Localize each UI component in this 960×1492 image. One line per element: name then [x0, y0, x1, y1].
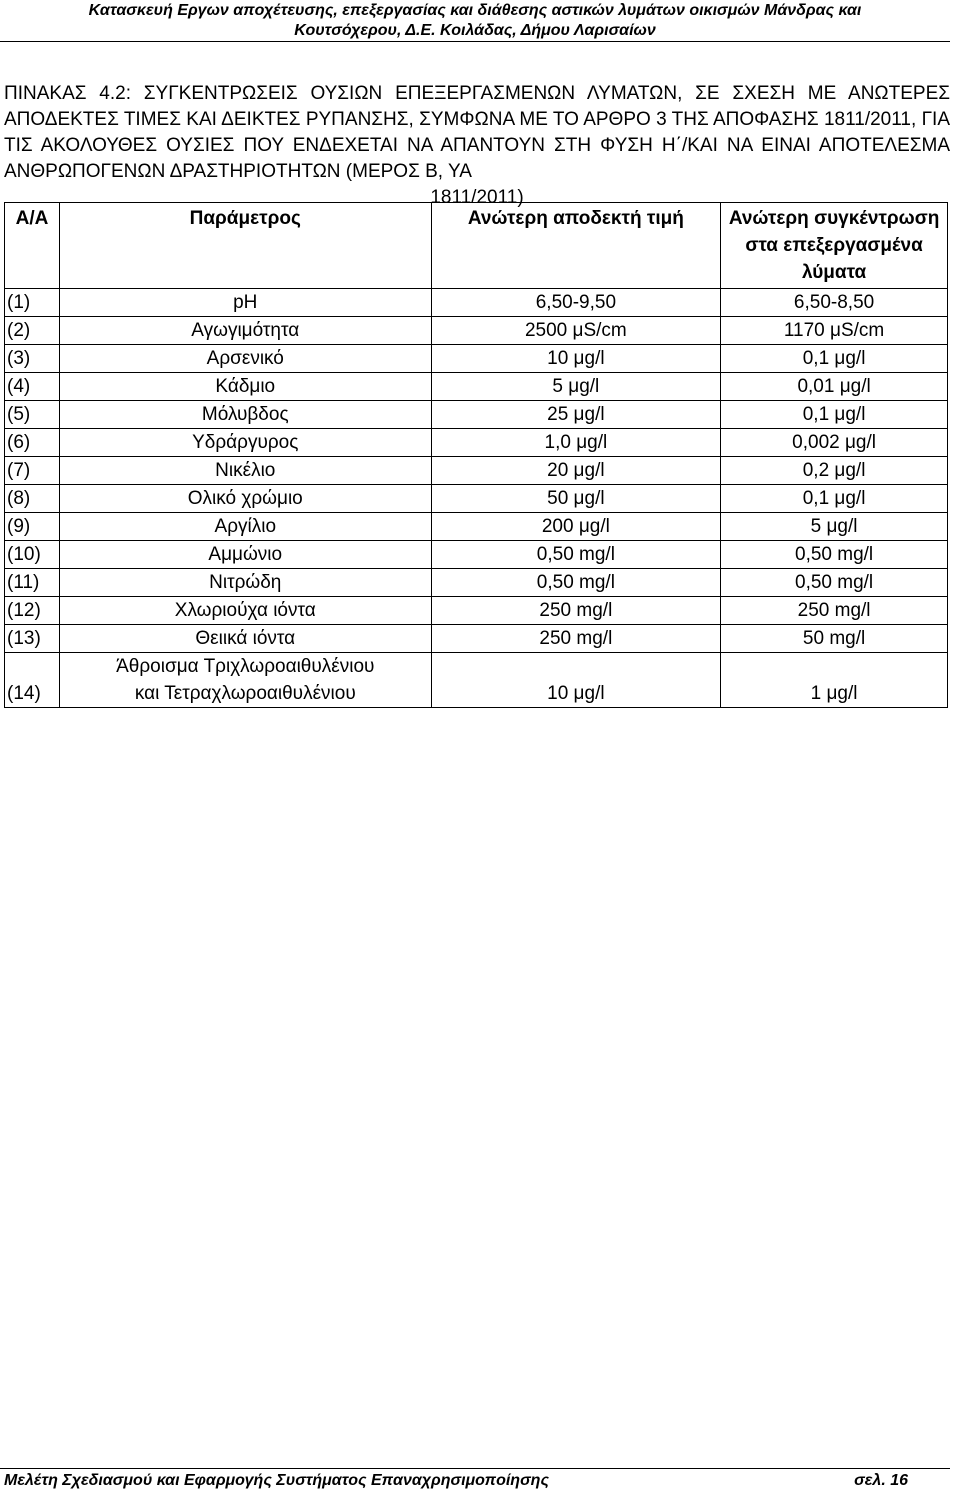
cell-upper-limit: 2500 μS/cm: [431, 317, 721, 345]
cell-aa: (9): [5, 513, 60, 541]
cell-upper-limit: 250 mg/l: [431, 597, 721, 625]
table-body: [5, 289, 948, 708]
table-row: [5, 289, 948, 317]
cell-aa: (2): [5, 317, 60, 345]
cell-parameter: Νιτρώδη: [59, 569, 431, 597]
footer-title: Μελέτη Σχεδιασμού και Εφαρμογής Συστήματος Επαναχρησιμοποίησης: [4, 1472, 549, 1489]
header-rule: [0, 41, 950, 42]
table-row: [5, 345, 948, 373]
cell-max-concentration: 0,50 mg/l: [721, 569, 948, 597]
limits-table: [4, 202, 948, 708]
cell-parameter: Αργίλιο: [59, 513, 431, 541]
caption-main: ΠΙΝΑΚΑΣ 4.2: ΣΥΓΚΕΝΤΡΩΣΕΙΣ ΟΥΣΙΩΝ ΕΠΕΞΕΡΓΑΣΜΕΝΩΝ ΛΥΜΑΤΩΝ, ΣΕ ΣΧΕΣΗ ΜΕ ΑΝΩΤΕΡΕΣ ΑΠΟΔΕΚΤΕΣ ΤΙΜΕΣ ΚΑΙ ΔΕΙΚΤΕΣ ΡΥΠΑΝΣΗΣ, ΣΥΜΦΩΝΑ ΜΕ ΤΟ ΑΡΘΡΟ 3 ΤΗΣ ΑΠΟΦΑΣΗΣ 1811/2011, ΓΙΑ ΤΙΣ ΑΚΟΛΟΥΘΕΣ ΟΥΣΙΕΣ ΠΟΥ ΕΝΔΕΧΕΤΑΙ ΝΑ ΑΠΑΝΤΟΥΝ ΣΤΗ ΦΥΣΗ Η΄/ΚΑΙ ΝΑ ΕΙΝΑΙ ΑΠΟΤΕΛΕΣΜΑ ΑΝΘΡΩΠΟΓΕΝΩΝ ΔΡΑΣΤΗΡΙΟΤΗΤΩΝ (ΜΕΡΟΣ Β, ΥΑ: [4, 83, 950, 182]
cell-upper-limit: 25 μg/l: [431, 401, 721, 429]
cell-aa: (5): [5, 401, 60, 429]
page-footer: [4, 1471, 908, 1491]
cell-max-concentration: 250 mg/l: [721, 597, 948, 625]
cell-aa: (14): [5, 653, 60, 708]
cell-max-concentration: 0,002 μg/l: [721, 429, 948, 457]
cell-aa: (8): [5, 485, 60, 513]
footer-rule: [0, 1468, 950, 1469]
cell-parameter: Ολικό χρώμιο: [59, 485, 431, 513]
cell-parameter: [59, 653, 431, 708]
cell-parameter: Κάδμιο: [59, 373, 431, 401]
cell-upper-limit: 6,50-9,50: [431, 289, 721, 317]
cell-parameter: Αμμώνιο: [59, 541, 431, 569]
table-row: [5, 569, 948, 597]
table-row: [5, 457, 948, 485]
table-caption: [4, 81, 950, 211]
cell-parameter: Υδράργυρος: [59, 429, 431, 457]
cell-parameter: pH: [59, 289, 431, 317]
cell-parameter: Νικέλιο: [59, 457, 431, 485]
cell-upper-limit: 10 μg/l: [431, 653, 721, 708]
table-row: [5, 401, 948, 429]
table-row: [5, 317, 948, 345]
cell-upper-limit: 5 μg/l: [431, 373, 721, 401]
table-row: [5, 653, 948, 708]
table-row: [5, 597, 948, 625]
header-parameter: Παράμετρος: [59, 203, 431, 289]
cell-aa: (3): [5, 345, 60, 373]
cell-aa: (13): [5, 625, 60, 653]
cell-max-concentration: 0,01 μg/l: [721, 373, 948, 401]
cell-parameter: Χλωριούχα ιόντα: [59, 597, 431, 625]
table-row: [5, 625, 948, 653]
cell-max-concentration: 0,1 μg/l: [721, 485, 948, 513]
cell-upper-limit: 50 μg/l: [431, 485, 721, 513]
cell-max-concentration: 1170 μS/cm: [721, 317, 948, 345]
cell-upper-limit: 0,50 mg/l: [431, 541, 721, 569]
header-aa: Α/Α: [5, 203, 60, 289]
cell-aa: (1): [5, 289, 60, 317]
page-number: σελ. 16: [854, 1472, 908, 1489]
cell-aa: (11): [5, 569, 60, 597]
cell-upper-limit: 250 mg/l: [431, 625, 721, 653]
page-header: [0, 0, 950, 41]
table-header-row: [5, 203, 948, 289]
header-upper-limit: Ανώτερη αποδεκτή τιμή: [431, 203, 721, 289]
cell-max-concentration: 0,1 μg/l: [721, 401, 948, 429]
cell-upper-limit: 20 μg/l: [431, 457, 721, 485]
cell-upper-limit: 10 μg/l: [431, 345, 721, 373]
cell-aa: (4): [5, 373, 60, 401]
table-row: [5, 429, 948, 457]
cell-parameter: Αρσενικό: [59, 345, 431, 373]
cell-max-concentration: 50 mg/l: [721, 625, 948, 653]
cell-aa: (7): [5, 457, 60, 485]
caption-last-line: 1811/2011): [430, 187, 524, 208]
cell-upper-limit: 0,50 mg/l: [431, 569, 721, 597]
table-row: [5, 485, 948, 513]
cell-aa: (6): [5, 429, 60, 457]
cell-aa: (12): [5, 597, 60, 625]
cell-max-concentration: 1 μg/l: [721, 653, 948, 708]
cell-aa: (10): [5, 541, 60, 569]
cell-parameter: Αγωγιμότητα: [59, 317, 431, 345]
cell-parameter-line-1: Άθροισμα Τριχλωροαιθυλένιου: [116, 656, 375, 677]
cell-max-concentration: 5 μg/l: [721, 513, 948, 541]
table-row: [5, 373, 948, 401]
header-max-concentration: Ανώτερη συγκέντρωση στα επεξεργασμένα λύματα: [721, 203, 948, 289]
cell-max-concentration: 6,50-8,50: [721, 289, 948, 317]
cell-parameter: Θειικά ιόντα: [59, 625, 431, 653]
header-line-2: Κουτσόχερου, Δ.Ε. Κοιλάδας, Δήμου Λαρισαίων: [294, 22, 656, 39]
cell-parameter-line-2: και Τετραχλωροαιθυλένιου: [134, 683, 356, 704]
cell-parameter: Μόλυβδος: [59, 401, 431, 429]
cell-max-concentration: 0,1 μg/l: [721, 345, 948, 373]
header-line-1: Κατασκευή Εργων αποχέτευσης, επεξεργασίας και διάθεσης αστικών λυμάτων οικισμών Μάνδρας και: [88, 2, 862, 19]
table-row: [5, 513, 948, 541]
cell-max-concentration: 0,2 μg/l: [721, 457, 948, 485]
table-row: [5, 541, 948, 569]
cell-max-concentration: 0,50 mg/l: [721, 541, 948, 569]
cell-upper-limit: 1,0 μg/l: [431, 429, 721, 457]
cell-upper-limit: 200 μg/l: [431, 513, 721, 541]
